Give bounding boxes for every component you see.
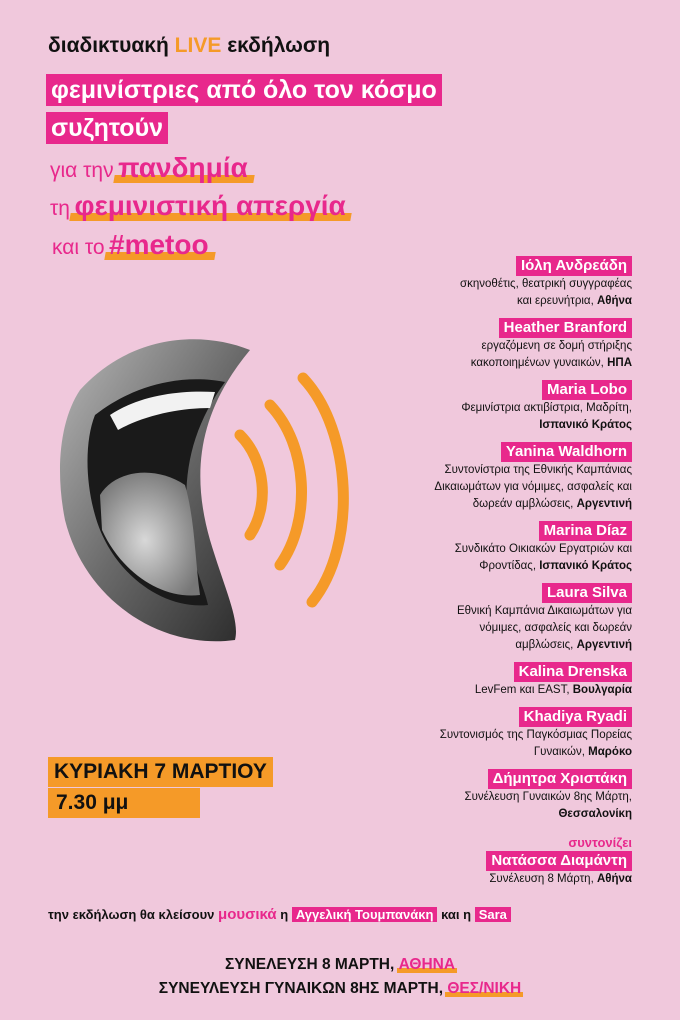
headline-line-1 — [46, 74, 442, 106]
music-artist: Sara — [475, 907, 511, 922]
speaker — [312, 318, 632, 372]
topic-1-lead: για την — [50, 159, 114, 182]
topic-3 — [52, 229, 209, 261]
organizer-2 — [0, 980, 680, 998]
speakers-list — [312, 256, 632, 896]
speaker-place: Ισπανικό Κράτος — [539, 419, 632, 431]
speaker — [312, 521, 632, 575]
live-label: LIVE — [174, 34, 222, 57]
music-pre: την εκδήλωση θα κλείσουν — [48, 907, 215, 922]
speaker — [312, 662, 632, 699]
speaker-desc: νόμιμες, ασφαλείς και δωρεάν — [479, 622, 632, 634]
speaker-desc: Φροντίδας, — [479, 560, 537, 572]
headline-line-2 — [46, 112, 168, 144]
speaker-desc: εργαζόμενη σε δομή στήριξης — [481, 340, 632, 352]
speaker — [312, 583, 632, 654]
speaker — [312, 256, 632, 310]
speaker-place: Αθήνα — [596, 295, 632, 307]
moderator-name: Νατάσσα Διαμάντη — [486, 851, 632, 871]
organizer-2-name: ΣΥΝΕΥΛΕΥΣΗ ΓΥΝΑΙΚΩΝ 8ΗΣ ΜΑΡΤΗ, — [158, 980, 444, 997]
speaker-desc: Φεμινίστρια ακτιβίστρια, Μαδρίτη, — [461, 402, 632, 414]
speaker-place: ΗΠΑ — [607, 357, 632, 369]
speaker-desc: Συντονισμός της Παγκόσμιας Πορείας — [439, 729, 632, 741]
headline-1: φεμινίστριες από όλο τον κόσμο — [46, 74, 442, 106]
event-time: 7.30 μμ — [48, 788, 200, 818]
speaker-name: Yanina Waldhorn — [501, 442, 632, 462]
speaker — [312, 707, 632, 761]
topic-2-lead: τη — [50, 197, 70, 220]
speaker-desc: δωρεάν αμβλώσεις, — [472, 498, 574, 510]
speaker-place: Ισπανικό Κράτος — [539, 560, 632, 572]
speaker-desc: και ερευνήτρια, — [517, 295, 594, 307]
speaker-desc: σκηνοθέτις, θεατρική συγγραφέας — [460, 278, 632, 290]
music-conj: η — [280, 907, 289, 922]
speaker-name: Δήμητρα Χριστάκη — [488, 769, 632, 789]
organizer-1-name: ΣΥΝΕΛΕΥΣΗ 8 ΜΑΡΤΗ, — [224, 956, 395, 973]
music-line — [48, 906, 511, 923]
topic-1 — [50, 152, 248, 184]
organizer-2-city: ΘΕΣ/ΝΙΚΗ — [447, 980, 522, 997]
speaker-desc: Συνδικάτο Οικιακών Εργατριών και — [454, 543, 632, 555]
speaker-place: Βουλγαρία — [572, 684, 632, 696]
organizer-1-city: ΑΘΗΝΑ — [398, 956, 456, 973]
speaker-name: Marina Díaz — [539, 521, 632, 541]
event-type — [48, 34, 330, 58]
speaker-desc: Εθνική Καμπάνια Δικαιωμάτων για — [456, 605, 632, 617]
speaker-desc: Συντονίστρια της Εθνικής Καμπάνιας — [444, 464, 632, 476]
speaker-name: Ιόλη Ανδρεάδη — [516, 256, 632, 276]
speaker-name: Khadiya Ryadi — [519, 707, 632, 727]
speaker-desc: αμβλώσεις, — [515, 639, 574, 651]
moderator-place: Αθήνα — [596, 873, 632, 885]
event-type-pre: διαδικτυακή — [48, 34, 169, 57]
event-date: ΚΥΡΙΑΚΗ 7 ΜΑΡΤΙΟΥ — [48, 757, 273, 787]
topic-3-lead: και το — [52, 236, 105, 259]
speaker — [312, 442, 632, 513]
speaker-desc: Συνέλευση Γυναικών 8ης Μάρτη, — [464, 791, 632, 803]
event-type-post: εκδήλωση — [227, 34, 331, 57]
speaker-place: Μαρόκο — [588, 746, 632, 758]
topic-2-name: φεμινιστική απεργία — [74, 190, 346, 221]
speaker-desc: Γυναικών, — [533, 746, 585, 758]
speaker-name: Kalina Drenska — [514, 662, 632, 682]
speaker-name: Maria Lobo — [542, 380, 632, 400]
speaker-desc: κακοποιημένων γυναικών, — [470, 357, 604, 369]
music-word: μουσικά — [218, 906, 277, 923]
topic-3-name: #metoo — [109, 229, 209, 260]
topic-2 — [50, 190, 346, 222]
moderator — [312, 835, 632, 888]
speaker — [312, 380, 632, 434]
moderator-label: συντονίζει — [568, 835, 632, 850]
music-artist: Αγγελική Τουμπανάκη — [292, 907, 438, 922]
headline-2: συζητούν — [46, 112, 168, 144]
moderator-desc: Συνέλευση 8 Μάρτη, — [489, 873, 594, 885]
speaker-place: Θεσσαλονίκη — [558, 808, 632, 820]
speaker-name: Laura Silva — [542, 583, 632, 603]
speaker — [312, 769, 632, 823]
topic-1-name: πανδημία — [118, 152, 248, 183]
speaker-name: Heather Branford — [499, 318, 632, 338]
speaker-place: Αργεντινή — [576, 639, 632, 651]
speaker-desc: LevFem και EAST, — [474, 684, 570, 696]
speaker-desc: Δικαιωμάτων για νόμιμες, ασφαλείς και — [434, 481, 632, 493]
organizer-1 — [0, 956, 680, 974]
music-conj: και η — [441, 907, 472, 922]
speaker-place: Αργεντινή — [576, 498, 632, 510]
